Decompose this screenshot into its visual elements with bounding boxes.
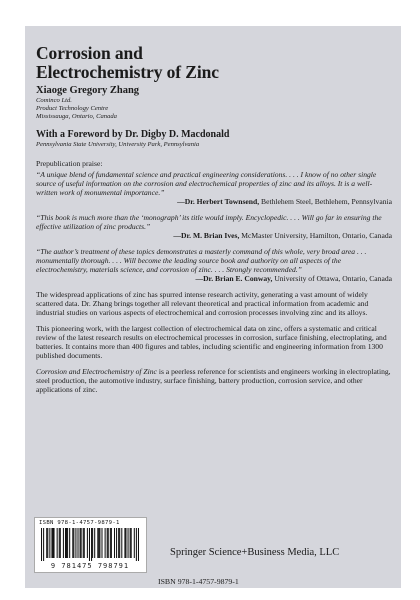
book-title-reference: Corrosion and Electrochemistry of Zinc — [36, 366, 157, 376]
praise-quote — [36, 170, 392, 206]
barcode-number: 9 781475 798791 — [50, 562, 130, 570]
quote-attribution — [36, 274, 392, 283]
quote-text: “This book is much more than the ‘monograph’ its title would imply. Encyclopedic. . . . Will go far in ensuring the effective utilization of zinc products.” — [36, 212, 382, 231]
barcode-isbn: ISBN 978-1-4757-9879-1 — [39, 520, 120, 526]
quote-org: Bethlehem Steel, Bethlehem, Pennsylvania — [261, 196, 392, 206]
quote-attribution — [36, 231, 392, 240]
author-name: Xiaoge Gregory Zhang — [36, 85, 140, 96]
quote-author: —Dr. Brian E. Conway, — [195, 273, 273, 283]
praise-quote — [36, 213, 392, 240]
back-cover-content — [36, 44, 392, 394]
praise-quote — [36, 247, 392, 283]
praise-label: Prepublication praise: — [36, 158, 103, 168]
quote-text: “A unique blend of fundamental science and practical engineering considerations. . . . I know of no other single source of useful information on the corrosion and electrochemical properties of zinc and its alloys. It is a well-written work of monumental importance.” — [36, 169, 377, 197]
description-paragraph — [36, 367, 392, 394]
barcode-box — [34, 517, 147, 573]
book-title — [36, 44, 392, 82]
description-paragraph: The widespread applications of zinc has spurred intense research activity, generating a vast amount of widely scattered data. Dr. Zhang brings together all relevant theoretical and practical information from academic and industrial studies on various aspects of electrochemical and corrosion processes involving zinc and its alloys. — [36, 289, 369, 317]
affiliation-line: Product Technology Centre — [36, 105, 109, 112]
quote-text: “The author’s treatment of these topics demonstrates a masterly command of this whole, very broad area . . . monumentally thorough. . . . Will become the leading source book and authority on all aspects of the electrochemistry, materials science, and corrosion of zinc. . . . Strongly recommended.” — [36, 246, 367, 274]
quote-org: McMaster University, Hamilton, Ontario, Canada — [241, 230, 392, 240]
title-line-2: Electrochemistry of Zinc — [36, 62, 219, 82]
quote-author: —Dr. M. Brian Ives, — [173, 230, 240, 240]
quote-author: —Dr. Herbert Townsend, — [177, 196, 260, 206]
foreword-affiliation: Pennsylvania State University, University Park, Pennsylvania — [36, 140, 200, 148]
author-affiliation — [36, 97, 392, 121]
barcode-icon — [41, 528, 139, 561]
affiliation-line: Mississauga, Ontario, Canada — [36, 113, 117, 120]
isbn-footer: ISBN 978-1-4757-9879-1 — [158, 577, 239, 586]
publisher-name: Springer Science+Business Media, LLC — [170, 547, 340, 558]
title-line-1: Corrosion and — [36, 43, 143, 63]
quote-org: University of Ottawa, Ontario, Canada — [274, 273, 392, 283]
description-text: is a peerless reference for scientists and engineers working in electroplating, steel production, the automotive industry, surface finishing, battery production, corrosion service, and other applications of zinc. — [36, 366, 391, 394]
description-paragraph: This pioneering work, with the largest collection of electrochemical data on zinc, offers a systematic and critical review of the latest research results on electrochemical processes in corrosion, surface finishing, electroplating, and batteries. It contains more than 400 figures and tables, including scientific and engineering information from 1300 published documents. — [36, 323, 387, 360]
quote-attribution — [36, 197, 392, 206]
affiliation-line: Cominco Ltd. — [36, 97, 72, 104]
foreword-credit: With a Foreword by Dr. Digby D. Macdonald — [36, 129, 230, 140]
